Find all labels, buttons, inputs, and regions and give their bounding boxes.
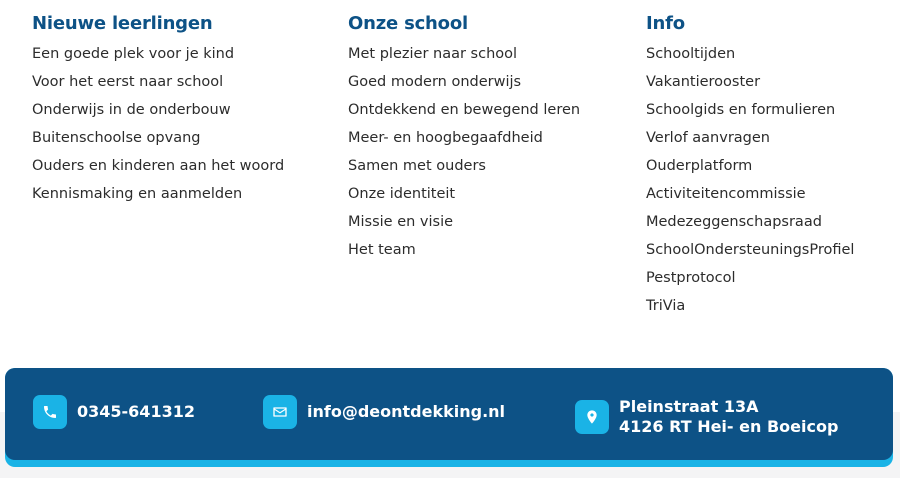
address-line-2: 4126 RT Hei- en Boeicop	[619, 417, 839, 436]
footer-column-onze-school	[348, 11, 580, 264]
footer-link[interactable]: TriVia	[646, 298, 686, 314]
footer-link[interactable]: Onze identiteit	[348, 186, 456, 202]
link-list	[646, 40, 854, 320]
footer-link[interactable]: Kennismaking en aanmelden	[32, 186, 243, 202]
street-address	[619, 397, 838, 437]
address-line-1: Pleinstraat 13A	[619, 397, 759, 416]
footer-link[interactable]: Ouderplatform	[646, 158, 753, 174]
footer-link[interactable]: Ouders en kinderen aan het woord	[32, 158, 285, 174]
footer-link[interactable]: Pestprotocol	[646, 270, 736, 286]
footer-link[interactable]: Medezeggenschapsraad	[646, 214, 822, 230]
email-contact[interactable]	[263, 395, 505, 429]
footer-link[interactable]: Verlof aanvragen	[646, 130, 770, 146]
footer-link[interactable]: Samen met ouders	[348, 158, 486, 174]
address-contact[interactable]	[575, 397, 838, 437]
footer-column-info	[646, 11, 854, 320]
footer-link[interactable]: Onderwijs in de onderbouw	[32, 102, 231, 118]
footer-link[interactable]: Schoolgids en formulieren	[646, 102, 836, 118]
footer-link[interactable]: SchoolOndersteuningsProfiel	[646, 242, 855, 258]
map-pin-icon	[575, 400, 609, 434]
column-heading: Info	[646, 13, 685, 34]
footer-link[interactable]: Meer- en hoogbegaafdheid	[348, 130, 543, 146]
footer-link[interactable]: Vakantierooster	[646, 74, 761, 90]
footer-link[interactable]: Met plezier naar school	[348, 46, 518, 62]
contact-bar-panel	[5, 368, 893, 460]
footer-link[interactable]: Ontdekkend en bewegend leren	[348, 102, 581, 118]
footer-link[interactable]: Voor het eerst naar school	[32, 74, 224, 90]
footer-link[interactable]: Goed modern onderwijs	[348, 74, 522, 90]
phone-contact[interactable]	[33, 395, 195, 429]
footer-link[interactable]: Buitenschoolse opvang	[32, 130, 201, 146]
link-list	[32, 40, 284, 208]
email-address: info@deontdekking.nl	[307, 402, 506, 421]
phone-icon	[33, 395, 67, 429]
phone-number: 0345-641312	[77, 402, 195, 421]
footer-link[interactable]: Activiteitencommissie	[646, 186, 806, 202]
column-heading: Onze school	[348, 13, 468, 34]
column-heading: Nieuwe leerlingen	[32, 13, 213, 34]
contact-bar	[5, 368, 893, 467]
footer-link[interactable]: Een goede plek voor je kind	[32, 46, 235, 62]
footer-link[interactable]: Schooltijden	[646, 46, 736, 62]
footer-link[interactable]: Het team	[348, 242, 416, 258]
link-list	[348, 40, 580, 264]
envelope-icon	[263, 395, 297, 429]
footer-column-nieuwe-leerlingen	[32, 11, 284, 208]
footer-link[interactable]: Missie en visie	[348, 214, 454, 230]
